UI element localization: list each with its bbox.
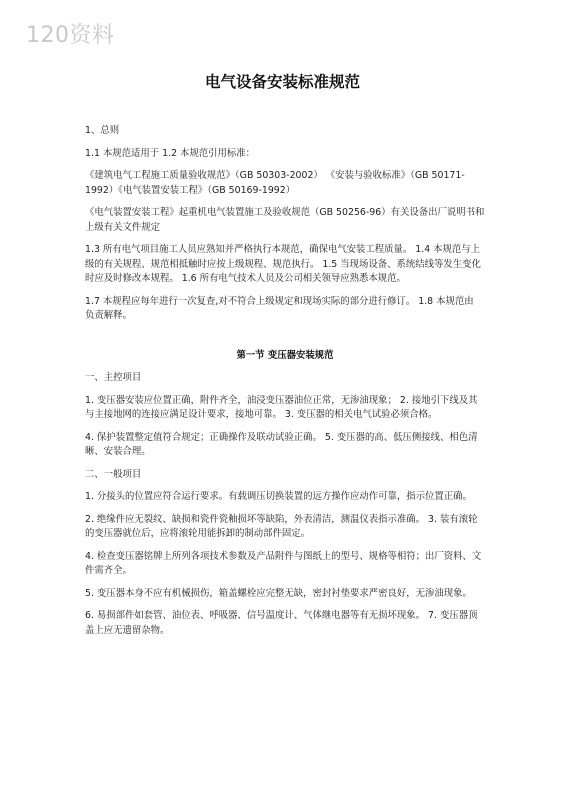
paragraph-clauses-1-7-to-1-8: 1.7 本规程应每年进行一次复查,对不符合上级规定和现场实际的部分进行修订。 1.8 本规范由 负责解释。: [85, 295, 474, 321]
watermark-logo: 120资料: [26, 23, 115, 48]
subheading-main-items: 一、主控项目: [85, 372, 142, 383]
paragraph-general-item-1: 1. 分接头的位置应符合运行要求。有载调压切换装置的远方操作应动作可靠，指示位置正确。: [85, 491, 472, 502]
paragraph-scope: 1.1 本规范适用于 1.2 本规范引用标准：: [85, 147, 256, 159]
paragraph-crane-standard: 《电气装置安装工程》起重机电气装置施工及验收规范（GB 50256-96）有关设备出厂说明书和上级有关文件规定: [85, 207, 485, 233]
paragraph-clauses-1-3-to-1-6: 1.3 所有电气项目施工人员应熟知并严格执行本规范，确保电气安装工程质量。 1.4 本规范与上级的有关规程、规范相抵触时应按上级规程、规范执行。 1.5 当现场设备、系统结线等发生变化时应及时修改本规程。 1.6 所有电气技术人员及公司相关领导应熟悉本规范。: [85, 244, 481, 284]
paragraph-general-items-6-7: 6. 易损部件如套管、油位表、呼吸器、信号温度计、气体继电器等有无损坏现象。 7. 变压器顶盖上应无遗留杂物。: [85, 610, 478, 636]
document-body: [85, 124, 485, 638]
paragraph-main-items-4-5: 4. 保护装置整定值符合规定；正确操作及联动试验正确。 5. 变压器的高、低压侧接线、相色清晰、安装合理。: [85, 431, 478, 457]
paragraph-general-items-2-3: 2. 绝缘件应无裂纹、缺损和瓷件瓷釉损坏等缺陷，外表清洁，测温仪表指示准确。 3. 装有滚轮的变压器就位后，应将滚轮用能拆卸的制动部件固定。: [85, 513, 478, 539]
paragraph-general-heading: 1、总则: [85, 125, 120, 136]
subheading-general-items: 二、一般项目: [85, 468, 142, 480]
paragraph-main-items-1-3: 1. 变压器安装应位置正确，附件齐全，油浸变压器油位正常，无渗油现象； 2. 接地引下线及其与主接地网的连接应满足设计要求，接地可靠。 3. 变压器的相关电气试验必须合格。: [85, 394, 478, 420]
paragraph-general-item-4: 4. 检查变压器铭牌上所列各项技术参数及产品附件与图纸上的型号、规格等相符；出厂资料、文件需齐全。: [85, 550, 482, 576]
paragraph-general-item-5: 5. 变压器本身不应有机械损伤，箱盖螺栓应完整无缺，密封衬垫要求严密良好，无渗油现象。: [85, 587, 472, 599]
section-title: 第一节 变压器安装规范: [236, 349, 334, 361]
document-title: 电气设备安装标准规范: [204, 73, 360, 91]
paragraph-referenced-standards: 《建筑电气工程施工质量验收规范》（GB 50303-2002） 《安装与验收标准》（GB 50171-1992）《电气装置安装工程》（GB 50169-1992）: [85, 170, 465, 196]
